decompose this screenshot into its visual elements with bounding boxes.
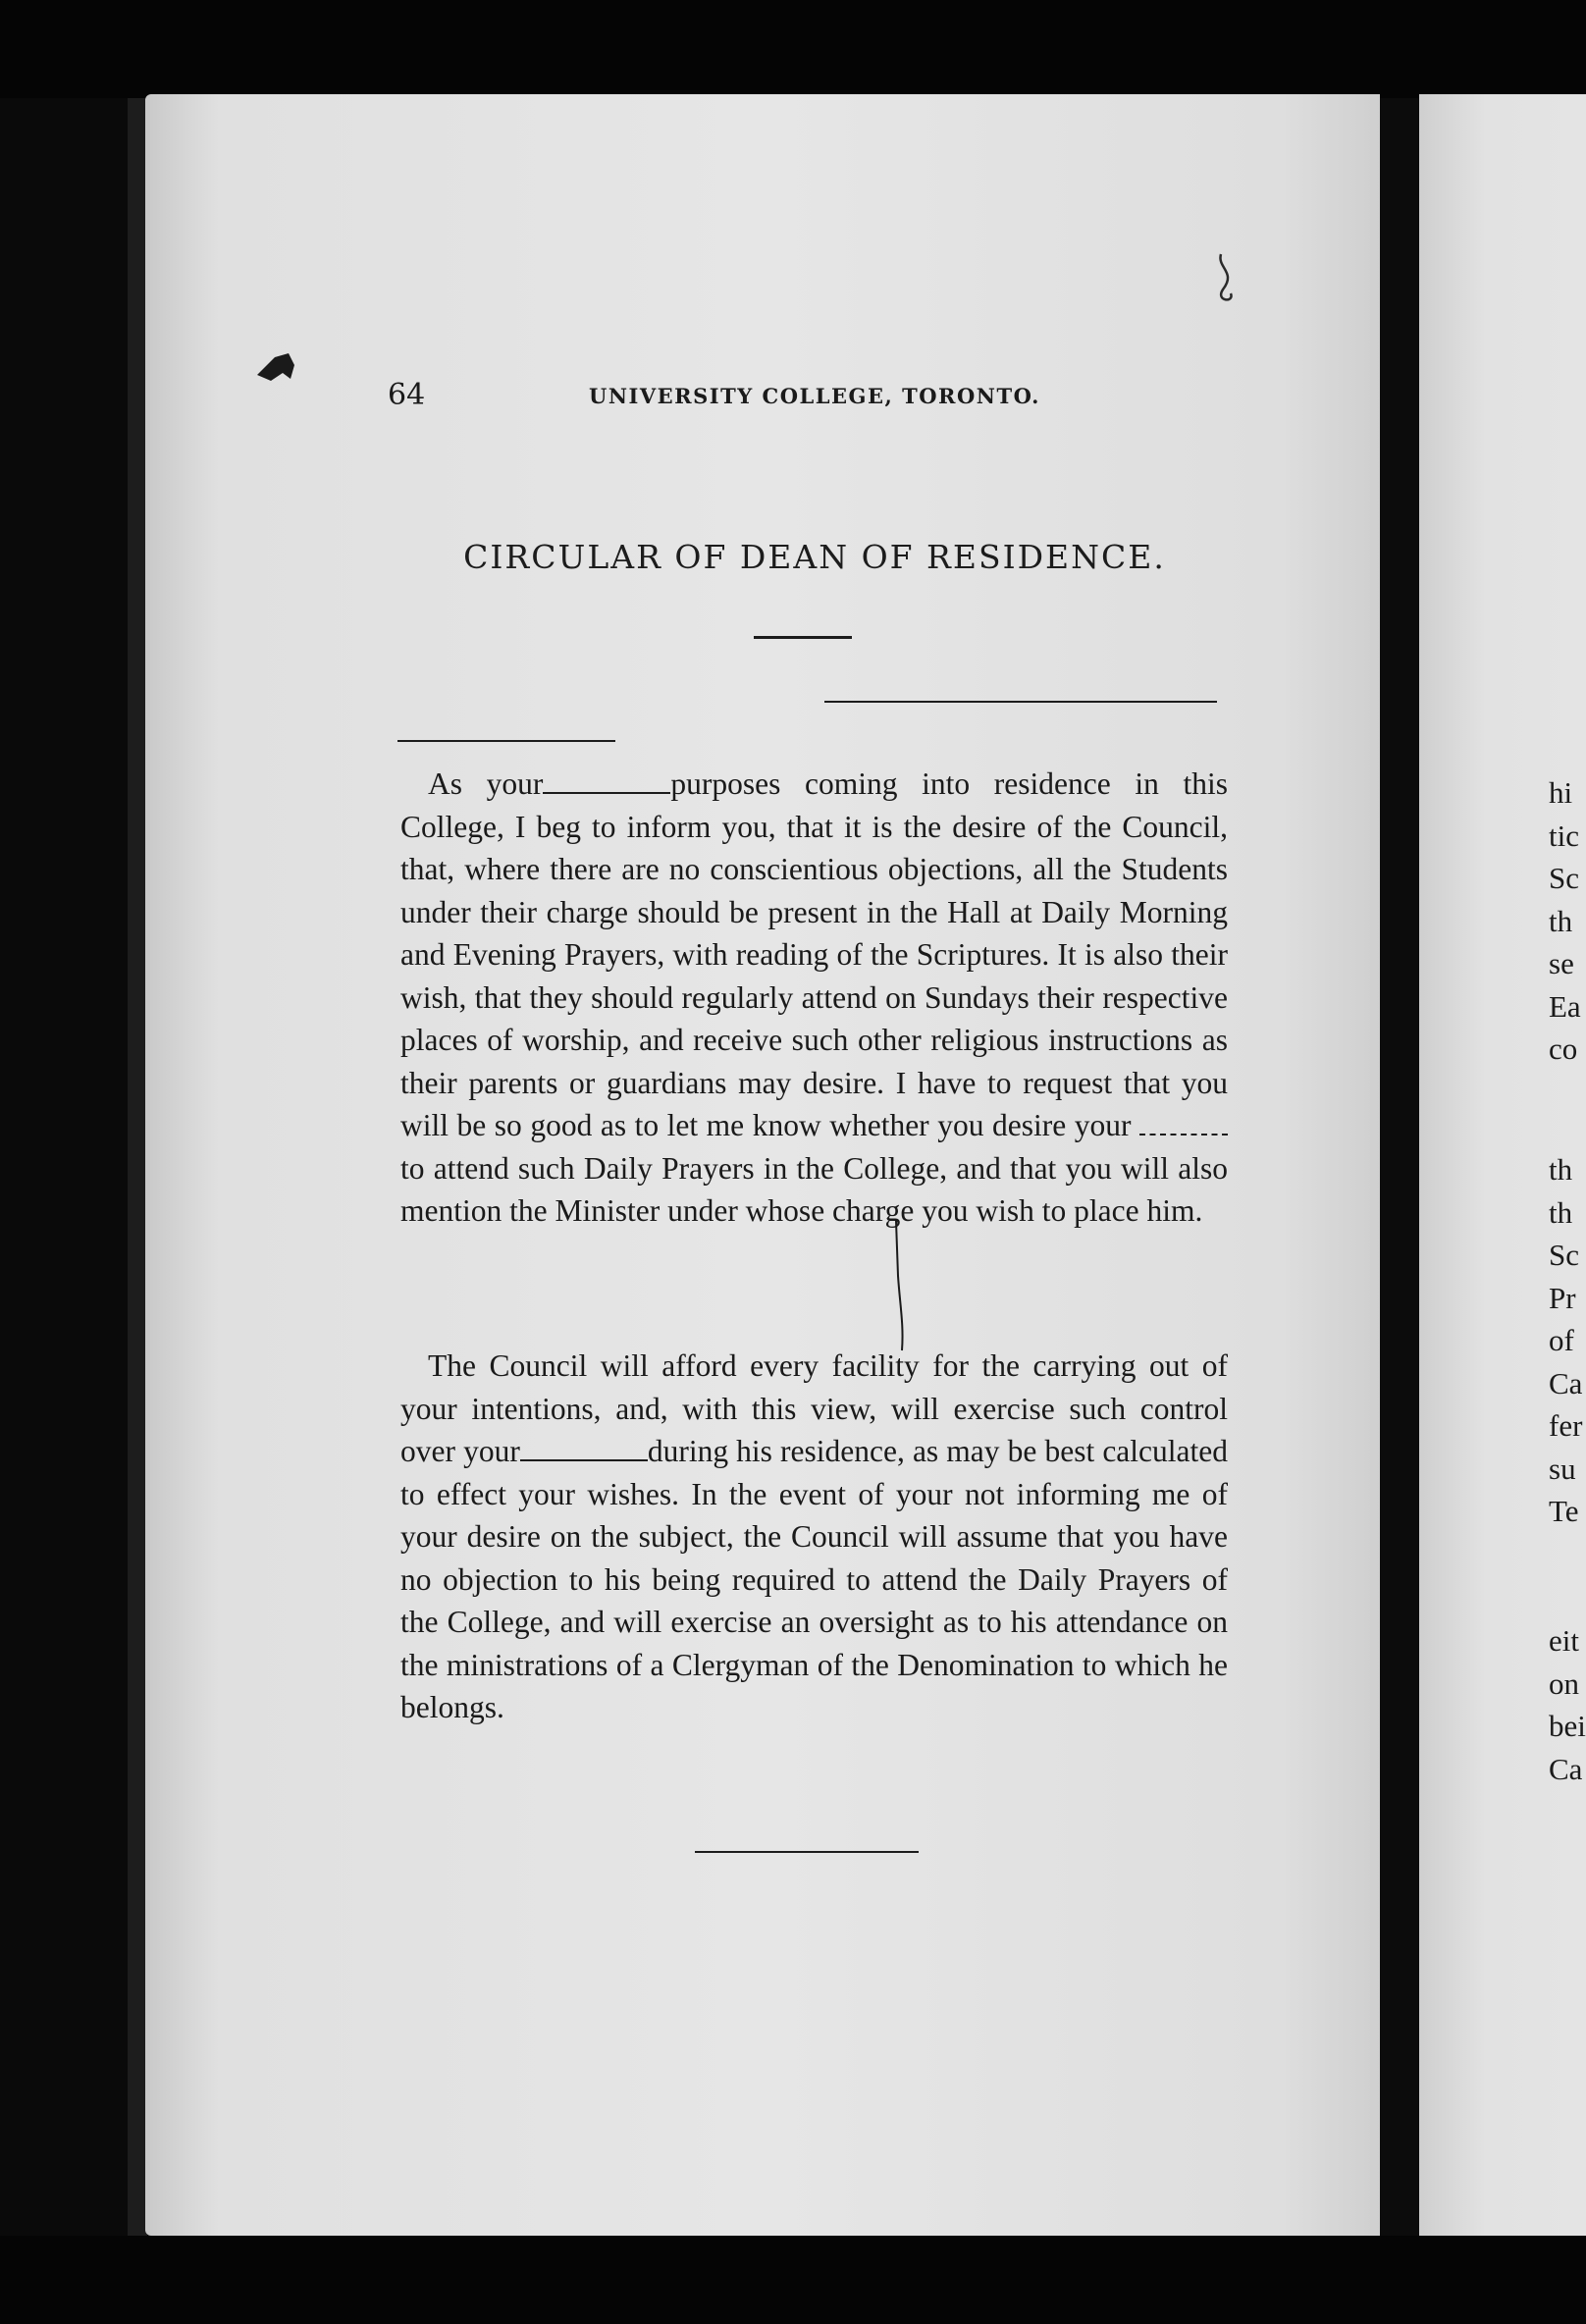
- scan-border-top: [0, 0, 1586, 98]
- paragraph-text: to attend such Daily Prayers in the College, and that you will also mention the Minister under whose charge you wish to place him.: [400, 1150, 1228, 1228]
- fill-in-blank: [543, 768, 670, 794]
- paragraph-text: during his residence, as may be best calculated to effect your wishes. In the event of your not informing me of your desire on the subject, the Council will assume that you have no objection to his being required to attend the Daily Prayers of the College, and will exercise an oversight as to his attendance on the ministrations of a Clergyman of the Denomination to which he belongs.: [400, 1434, 1228, 1724]
- paragraph-council-oversight: [400, 1345, 1228, 1729]
- fill-in-blank: [520, 1436, 648, 1461]
- pencil-mark: [1209, 250, 1248, 309]
- facing-page-text-fragment: hi tic Sc th se Ea co: [1549, 775, 1581, 1066]
- paragraph-residence-prayers: [400, 763, 1228, 1233]
- fill-in-blank: [1139, 1110, 1228, 1136]
- page-number: 64: [388, 378, 426, 412]
- ink-blot-mark: [253, 345, 312, 395]
- salutation-blank-line: [397, 740, 615, 742]
- paragraph-text: As your: [428, 766, 544, 801]
- document-title: CIRCULAR OF DEAN OF RESIDENCE.: [463, 538, 1166, 576]
- title-rule: [754, 636, 852, 639]
- closing-rule: [695, 1851, 919, 1853]
- page-gutter: [1380, 98, 1419, 2238]
- paragraph-text: purposes coming into residence in this College, I beg to inform you, that it is the desire of the Council, that, where there are no conscientious objections, all the Students under their charge should be present in the Hall at Daily Morning and Evening Prayers, with reading of the Scriptures. It is also their wish, that they should regularly attend on Sundays their respective places of worship, and receive such other religious instructions as their parents or guardians may desire. I have to request that you will be so good as to let me know whether you desire your: [400, 766, 1228, 1142]
- facing-page-text-fragment: eit on bei Ca: [1549, 1623, 1586, 1786]
- addressee-blank-line: [824, 701, 1217, 703]
- pen-stroke-mark: [888, 1217, 918, 1354]
- running-title: UNIVERSITY COLLEGE, TORONTO.: [589, 384, 1040, 408]
- book-spine-edge: [128, 98, 147, 2238]
- scan-border-bottom: [0, 2236, 1586, 2324]
- paragraph-text: The Council will afford every facility for the carrying out of your intentions, and, with this view, will exercise such control over your: [400, 1348, 1228, 1468]
- facing-page-text-fragment: th th Sc Pr of Ca fer su Te: [1549, 1152, 1583, 1528]
